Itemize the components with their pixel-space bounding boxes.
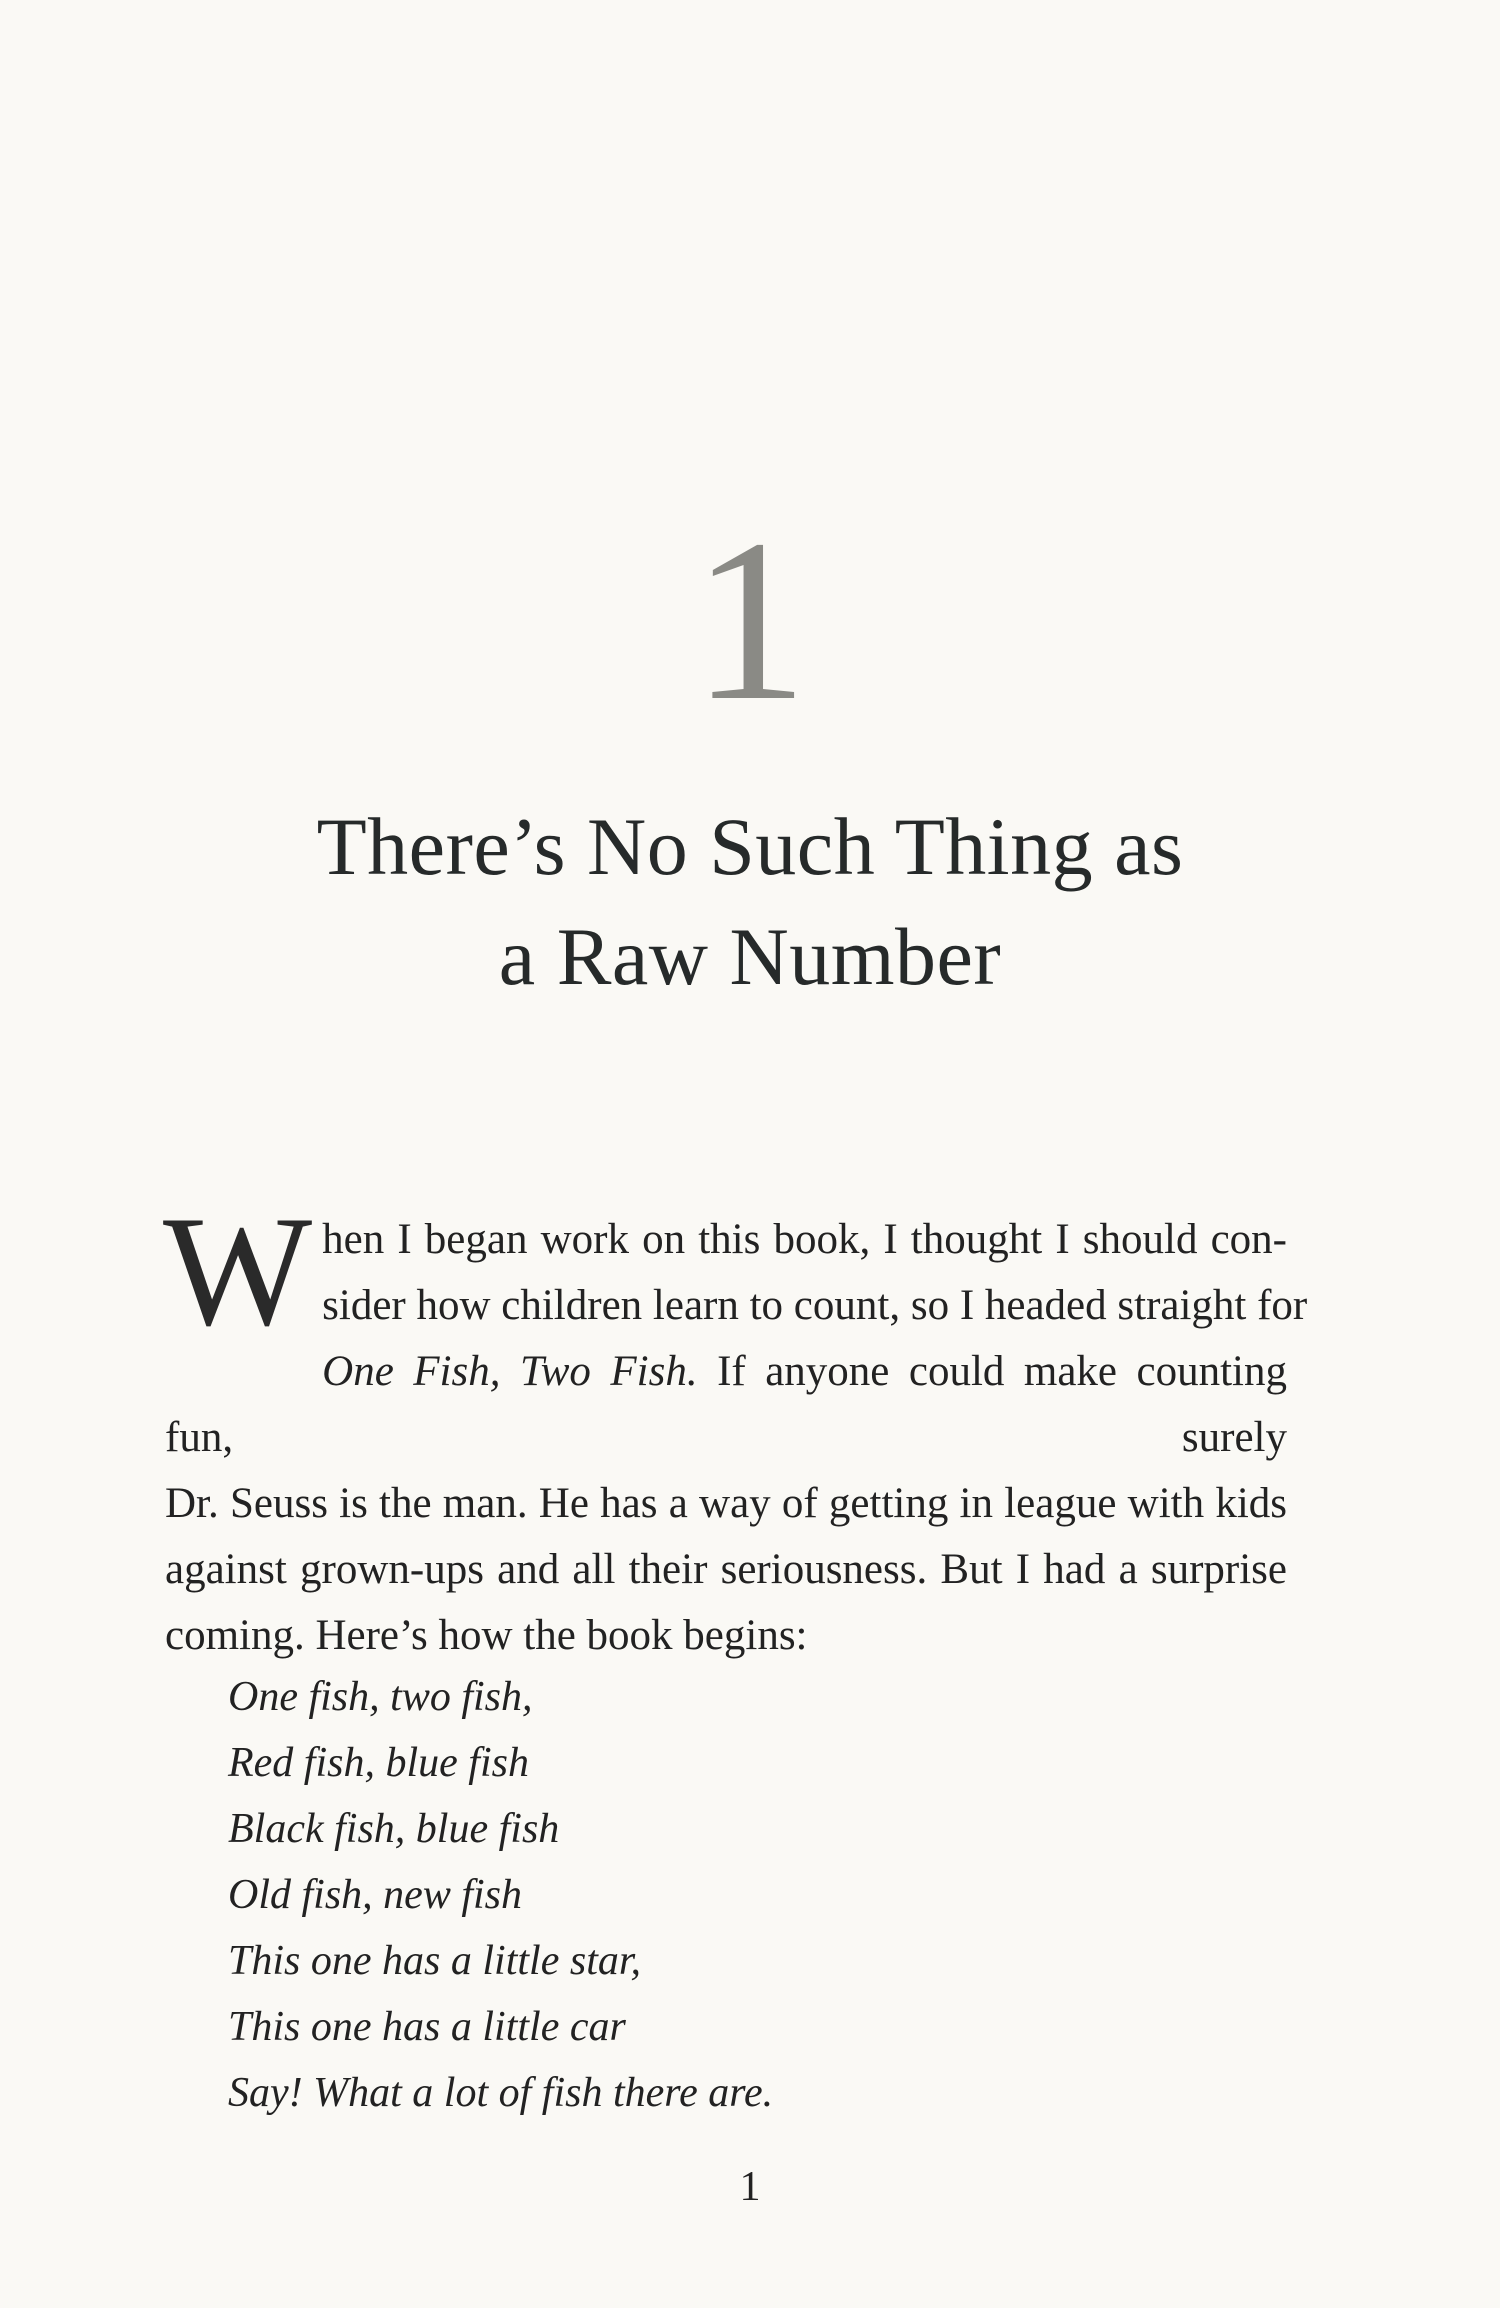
paragraph-line: coming. Here’s how the book begins: [165, 1612, 808, 1659]
poem-line: Old fish, new fish [228, 1872, 523, 1918]
paragraph-line: hen I began work on this book, I thought I should con- [322, 1216, 1287, 1263]
paragraph-line: against grown-ups and all their seriousness. But I had a surprise [165, 1546, 1287, 1593]
paragraph-line: sider how children learn to count, so I headed straight for [322, 1282, 1308, 1329]
paragraph-line [165, 1339, 1287, 1471]
poem-line: One fish, two fish, [228, 1674, 533, 1720]
poem-line: This one has a little car [228, 2004, 626, 2050]
page-number: 1 [739, 2164, 761, 2210]
poem-quote [228, 1664, 773, 2126]
chapter-number: 1 [692, 492, 808, 749]
book-title-italic: One Fish, Two Fish. [322, 1348, 698, 1395]
chapter-title-line-1: There’s No Such Thing as [316, 801, 1184, 892]
opening-paragraph [163, 1184, 1308, 1669]
poem-line: Say! What a lot of fish there are. [228, 2070, 774, 2116]
paragraph-line-rest: If anyone could make counting fun, surely [165, 1348, 1287, 1461]
poem-line: This one has a little star, [228, 1938, 642, 1984]
chapter-title-line-2: a Raw Number [498, 911, 1002, 1002]
poem-line: Red fish, blue fish [228, 1740, 529, 1786]
chapter-title [0, 792, 1500, 1012]
poem-line: Black fish, blue fish [228, 1806, 560, 1852]
paragraph-line: Dr. Seuss is the man. He has a way of getting in league with kids [165, 1480, 1287, 1527]
drop-cap: W [163, 1184, 313, 1359]
